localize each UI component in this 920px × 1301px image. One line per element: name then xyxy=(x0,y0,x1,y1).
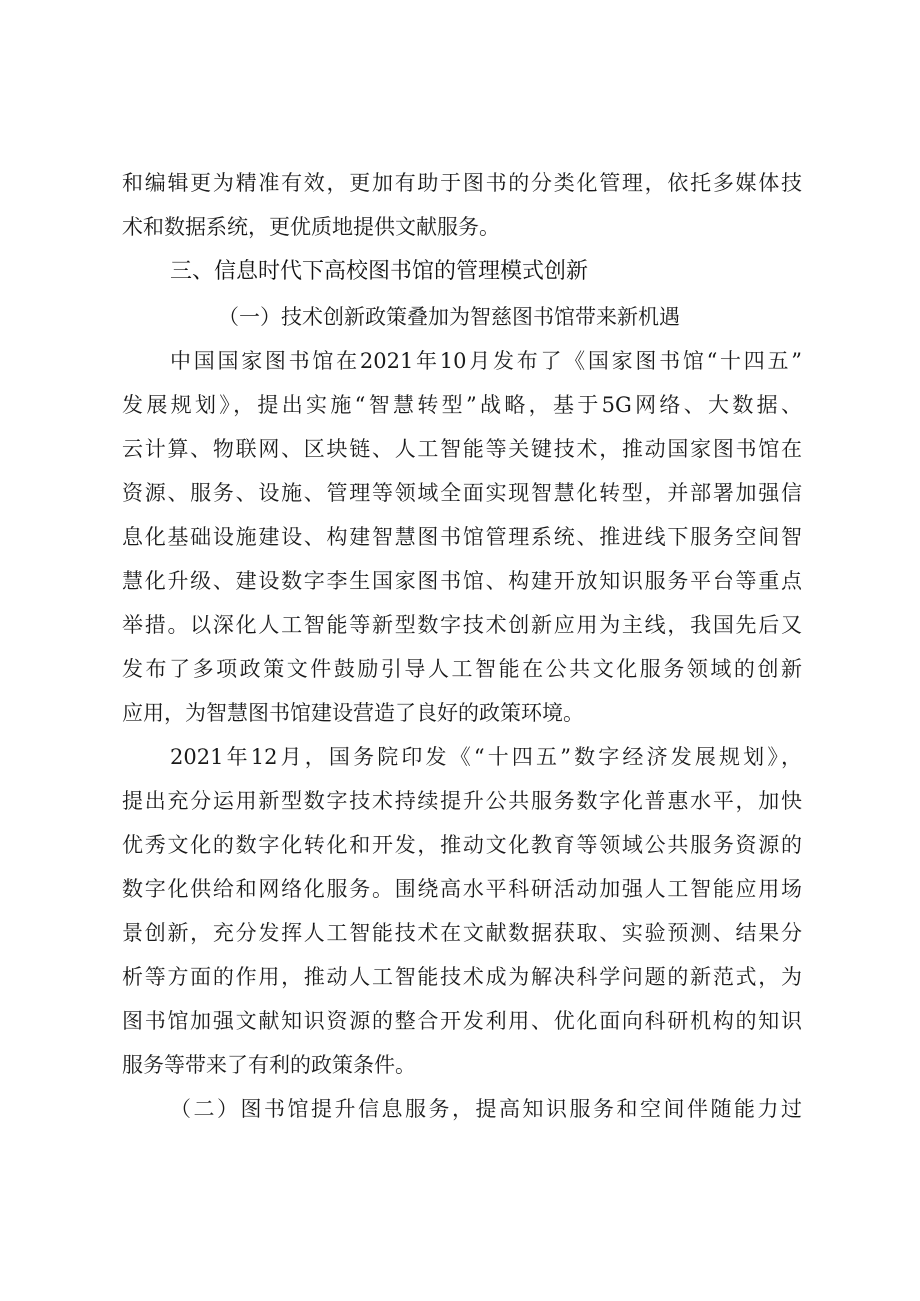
paragraph-line: 2021年12月，国务院印发《“十四五”数字经济发展规划》， xyxy=(170,745,802,769)
paragraph-line: 析等方面的作用，推动人工智能技术成为解决科学问题的新范式，为 xyxy=(122,965,802,989)
subsection-heading: （二）图书馆提升信息服务，提高知识服务和空间伴随能力过 xyxy=(170,1097,802,1121)
paragraph-line: 应用，为智慧图书馆建设营造了良好的政策环境。 xyxy=(122,701,584,725)
intro-line: 和编辑更为精准有效，更加有助于图书的分类化管理，依托多媒体技 xyxy=(122,171,802,195)
paragraph-line: 数字化供给和网络化服务。围绕高水平科研活动加强人工智能应用场 xyxy=(122,877,802,901)
paragraph-line: 发展规划》，提出实施“智慧转型”战略，基于5G网络、大数据、 xyxy=(122,393,802,417)
paragraph-line: 景创新，充分发挥人工智能技术在文献数据获取、实验预测、结果分 xyxy=(122,921,802,945)
subsection-heading: （一）技术创新政策叠加为智慈图书馆带来新机遇 xyxy=(218,305,680,329)
paragraph-line: 资源、服务、设施、管理等领域全面实现智慧化转型，并部署加强信 xyxy=(122,481,802,505)
paragraph-line: 慧化升级、建设数字李生国家图书馆、构建开放知识服务平台等重点 xyxy=(122,569,802,593)
paragraph-line: 优秀文化的数字化转化和开发，推动文化教育等领域公共服务资源的 xyxy=(122,833,802,857)
paragraph-line: 息化基础设施建设、构建智慧图书馆管理系统、推进线下服务空间智 xyxy=(122,525,802,549)
section-heading: 三、信息时代下高校图书馆的管理模式创新 xyxy=(170,259,589,284)
paragraph-line: 提出充分运用新型数字技术持续提升公共服务数字化普惠水平，加快 xyxy=(122,789,802,813)
paragraph-line: 中国国家图书馆在2021年10月发布了《国家图书馆“十四五” xyxy=(170,349,802,373)
intro-line: 术和数据系统，更优质地提供文献服务。 xyxy=(122,215,500,239)
paragraph-line: 发布了多项政策文件鼓励引导人工智能在公共文化服务领域的创新 xyxy=(122,657,802,681)
paragraph-line: 图书馆加强文献知识资源的整合开发利用、优化面向科研机构的知识 xyxy=(122,1009,802,1033)
paragraph-line: 举措。以深化人工智能等新型数字技术创新应用为主线，我国先后又 xyxy=(122,613,802,637)
paragraph-line: 服务等带来了有利的政策条件。 xyxy=(122,1053,416,1077)
paragraph-line: 云计算、物联网、区块链、人工智能等关键技术，推动国家图书馆在 xyxy=(122,437,802,461)
